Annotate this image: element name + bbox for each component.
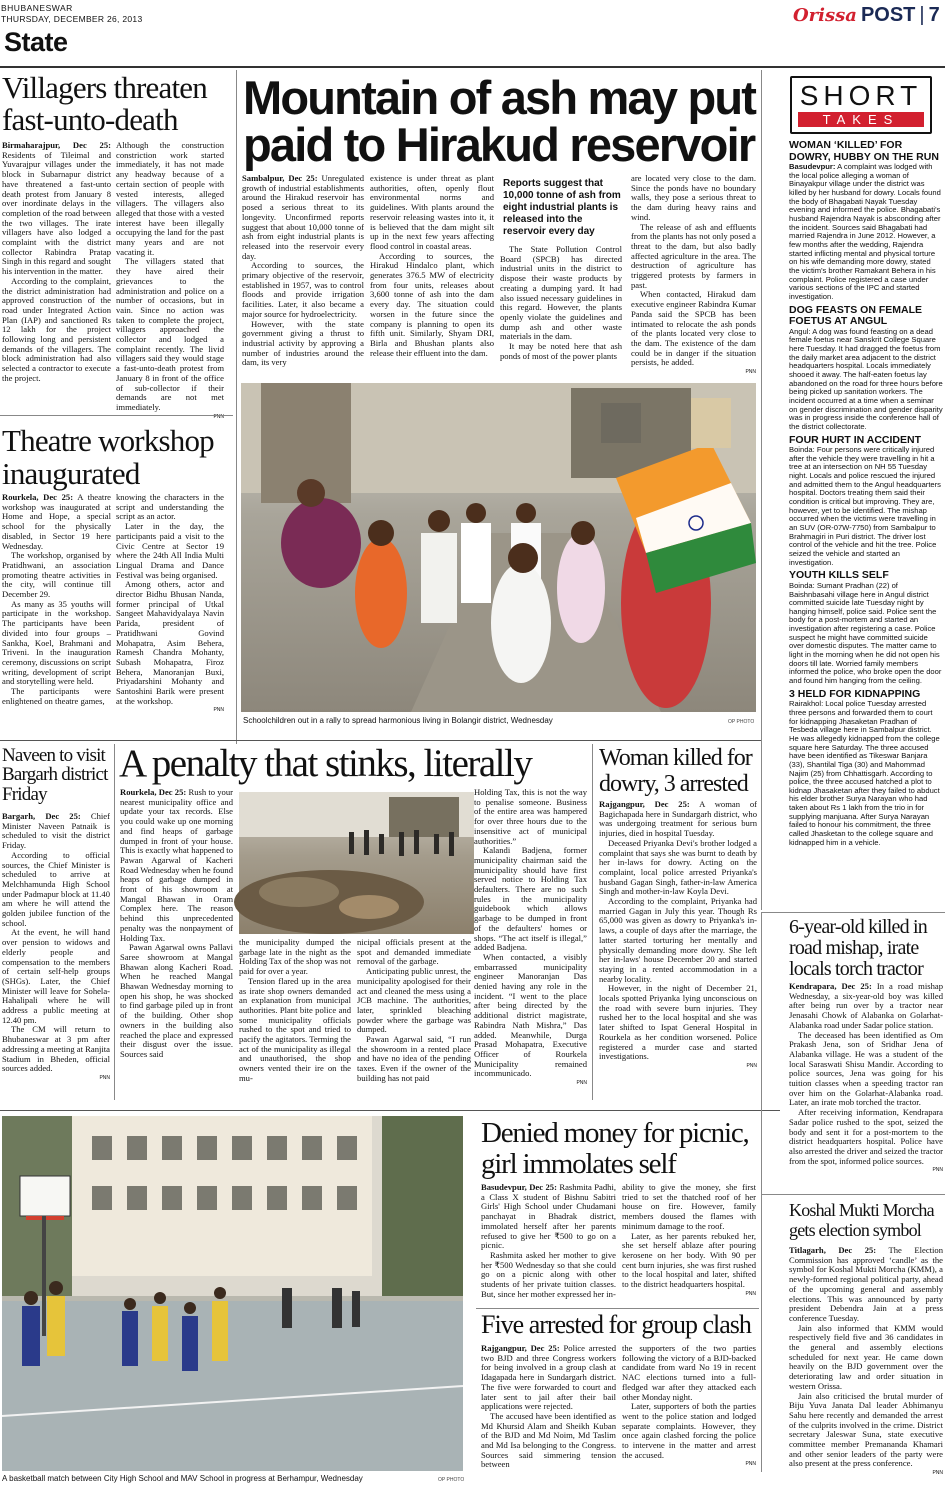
five-col-1	[481, 1344, 616, 1474]
sixyear-para: After receiving information, Kendrapara Sadar police rushed to the spot, seized the body and sent it for a post-mortem to the district headquarters hospital. Police have also arrested the driver and seized the tractor from the spot, informed police sources.	[789, 1107, 943, 1166]
lead-para: The State Pollution Control Board (SPCB) has directed industrial units in the district to dispose their waste products by creating a dumping yard. It had also issued necessary guidelines in this regard. However, the plants openly violate the guidelines and dump ash and other waste materials in the dam.	[500, 244, 622, 342]
five-pnn: PNN	[745, 1461, 756, 1468]
short-take-head: 3 HELD FOR KIDNAPPING	[789, 687, 921, 700]
theatre-headline	[2, 425, 234, 490]
koshal-para: Jain also criticised the brutal murder of Biju Yuva Janata Dal leader Abhimanyu Sahu here recently and demanded the arrest of the culprits involved in the crime. District secretary Jaleswar Suna, state executive committee member Premananda Khamari and other senior leaders of the party were also present at the press conference.	[789, 1390, 943, 1469]
garbage-illustration	[239, 792, 474, 934]
dowry-para: A woman of Bagichapada here in Sundargarh district, who was undergoing treatment for serious burn injuries, died in hospital Tuesday.	[599, 799, 757, 839]
koshal-headline: Koshal Mukti Morcha gets election symbol	[789, 1200, 934, 1240]
lead-dateline: Sambalpur, Dec 25:	[242, 173, 318, 183]
sixyear-para: The deceased has been identified as Om Prakash Jena, son of Sridhar Jena of Alabanka village. He was a student of the local Saraswati Shisu Mandir. According to police sources, Jena was going for his tuition classes when a speeding tractor ran over him on the Golarhat-Alabanka road. Later, an irate mob torched the tractor.	[789, 1029, 943, 1108]
dowry-para: Deceased Priyanka Devi's brother lodged a complaint that says she was burnt to death by her in-laws for dowry. Acting on the complaint, local police arrested Priyanka's husband Gagan Singh, father-in-law America Singh and mother-in-law Koyla Devi.	[599, 837, 757, 897]
lead-para: are located very close to the dam. Since the ponds have no boundary walls, they pose a serious threat to the dam during heavy rains and wind.	[631, 173, 756, 222]
divider	[592, 744, 593, 1100]
penalty-col-2	[239, 938, 351, 1100]
penalty-col-3	[357, 938, 471, 1100]
divider	[762, 1194, 945, 1195]
five-para: The accused have been identified as Md Khursid Alam and Sheikh Kuban of the BJD and Md Noim, Md Taslim and Md Isa belonging to the Congress. Sources said simmering tension between	[481, 1410, 616, 1470]
picnic-pnn: PNN	[745, 1290, 756, 1297]
divider	[0, 415, 233, 416]
koshal-pnn: PNN	[932, 1470, 943, 1477]
villagers-col-1	[2, 141, 111, 409]
short-take-text: Boinda: Four persons were critically injured after the vehicle they were travelling in hit a tree at an intersection on NH 55 Tuesday night. Locals and police rescued the injured and admitted them to the Angul headquarters hospital. Doctors treating them said their condition is critical but improving. They are, however, yet to be identified. The mishap occurred when the victims were travelling in an SUV (OR-07W-7750) from Sambalpur to Brahmagiri in Puri district. The driver lost control of the vehicle and hit the tree. Police seized the vehicle and started an investigation.	[789, 445, 941, 567]
basketball-photo	[2, 1116, 463, 1471]
lead-pnn: PNN	[745, 369, 756, 376]
divider	[761, 70, 762, 910]
garbage-photo	[239, 792, 474, 934]
naveen-para: The CM will return to Bhubaneswar at 3 pm after addressing a meeting at Ranjita Stadium in Bheden, official sources added.	[2, 1024, 110, 1074]
short-take-head: WOMAN ‘KILLED’ FOR DOWRY, HUBBY ON THE RUN	[789, 139, 939, 163]
short-take-head: DOG FEASTS ON FEMALE FOETUS AT ANGUL	[789, 303, 923, 328]
penalty-para: nicipal officials present at the spot and demanded immediate removal of the garbage.	[357, 937, 471, 967]
penalty-para: Rush to your nearest municipality office and update your tax records. Else you could wake up one morning and find heaps of garbage dumped in front of your house. This is exactly what happened to Pawan Agarwal of Kacheri Road Wednesday when he found heaps of garbage dumped in front of his showroom at Mangal Bhawan in Oram Complex here. The reason behind this unprecedented penalty was the nonpayment of Holding Tax.	[120, 787, 233, 943]
picnic-para: Later, as her parents rebuked her, she set herself ablaze after pouring kerosene on her body. With 90 per cent burn injuries, she was first rushed to the local hospital and later, shifted to the district headquarters hospital.	[622, 1230, 756, 1290]
section-title: State	[4, 27, 68, 57]
basketball-illustration	[2, 1116, 463, 1471]
theatre-pnn: PNN	[213, 707, 224, 714]
theatre-headline-line-1: Theatre workshop	[2, 423, 214, 458]
short-takes-title: SHORT	[799, 80, 923, 111]
lead-col-3	[500, 245, 622, 371]
short-take-text: Boinda: Sumant Pradhan (22) of Baishnbasahi village here in Angul district committed suicide late Tuesday night by hanging himself, police said. Police sent the body for a post-mortem and started an investigation after registering a case. Police suspect he might have committed suicide over domestic disputes. The matter came to light in the morning when he did not open his doors till late. Worried family members informed the police, who broke open the door and found him hanging from the ceiling.	[789, 580, 942, 686]
picnic-headline-line-2: girl immolates self	[481, 1148, 676, 1181]
divider	[476, 1308, 759, 1309]
divider	[114, 744, 115, 1100]
lead-para: However, with the state government giving a thrust to industrial activity by approving a number of industries around the dam, its very	[242, 318, 364, 368]
short-take-head: FOUR HURT IN ACCIDENT	[789, 433, 922, 446]
theatre-para: The workshop, organised by Pratidhwani, an association promoting theatre activities in the city, will continue till December 29.	[2, 550, 111, 600]
penalty-col-1	[120, 788, 233, 1100]
lead-col-1	[242, 174, 364, 370]
lead-col-4	[631, 173, 756, 376]
dowry-headline-line-2: dowry, 3 arrested	[599, 770, 748, 797]
lead-col-2	[370, 174, 494, 370]
theatre-para: The participants were enlightened on theatre games,	[2, 686, 111, 706]
dowry-col-1	[599, 800, 757, 1100]
lead-headline-line-1: Mountain of ash may put	[243, 71, 756, 124]
koshal-dateline: Titlagarh, Dec 25:	[789, 1245, 877, 1255]
naveen-dateline: Bargarh, Dec 25:	[2, 811, 81, 821]
five-headline: Five arrested for group clash	[481, 1310, 751, 1339]
penalty-para: Pawan Agarwal owns Pallavi Saree showroom at Mangal Bhawan along Kacheri Road. When he reached Mangal Bhawan Wednesday morning to open his shop, he was shocked to find garbage piled up in front of the building. Other shop owners in the building also reached the place and expressed their disgust over the issue. Sources said	[120, 942, 233, 1059]
dowry-headline	[599, 746, 759, 798]
masthead-divider	[0, 66, 945, 68]
masthead-date: THURSDAY, DECEMBER 26, 2013	[1, 14, 143, 24]
short-takes-subtitle: TAKES	[798, 112, 924, 127]
five-col-2	[622, 1344, 756, 1474]
koshal-col-1	[789, 1245, 944, 1477]
lead-headline-line-2: paid to Hirakud reservoir	[243, 118, 755, 171]
theatre-dateline: Rourkela, Dec 25:	[2, 492, 74, 502]
penalty-col-4	[474, 788, 587, 1100]
sixyear-para: In a road mishap Wednesday, a six-year-old boy was killed after being run over by a tractor near Jenasahi Chowk of Alabanka on Golarhat-Alabanka road under Sadar police station.	[789, 981, 943, 1030]
penalty-para: Kalandi Badjena, former municipality chairman said the municipality should have first served notice to Holding Tax defaulters. There are no such rules in the municipality guidebook which allows garbage to be dumped in front of the defaulters' homes or shops. “The act itself is illegal,” added Badjena.	[474, 845, 587, 953]
divider	[0, 1110, 780, 1111]
penalty-headline: A penalty that stinks, literally	[119, 742, 532, 785]
short-take-text: Basudevpur: A complaint was lodged with the local police alleging a woman of Binayakpur village under the district was killed by her husband for dowry. Locals found the body of Bhagabati Nayak Tuesday evening and informed the police. Bhagabati's husband Rajendra Nayak is absconding after the incident. Sources said Bhagabati had married Rajendra in June 2012. However, a few months after the wedding, Rajendra started inflicting mental and physical torture on his wife demanding more dowry, stated the victim's brother Ramakant Behera in his complaint. Police registered a case under various sections of the IPC and started investigation.	[789, 162, 941, 301]
paper-name-post: POST	[860, 4, 916, 26]
short-take-text: Angul: A dog was found feasting on a dead female foetus near Sanskrit College Square here Tuesday. It had dragged the foetus from the daily market area adjacent to the district headquarters hospital. Locals immediately shooed it away. The half-eaten foetus lay abandoned on the road for three hours before being picked up sanitation workers. The incident occurred at a time when a seminar on gender discrimination and gender disparity was in progress inside the conference hall of the district collectorate.	[789, 326, 943, 431]
picnic-headline	[481, 1118, 777, 1181]
naveen-pnn: PNN	[99, 1074, 110, 1081]
divider	[236, 70, 237, 744]
lead-para: Unregulated growth of industrial establishments around the Hirakud reservoir has posed a serious threat to its longevity. Unconfirmed reports suggest that about 10,000 tonne of ash from eight industrial plants is released into the reservoir every day.	[242, 173, 364, 261]
rally-caption: Schoolchildren out in a rally to spread harmonious living in Bolangir district, Wednesday	[243, 716, 553, 725]
dowry-headline-line-1: Woman killed for	[599, 745, 752, 771]
villagers-para: Although the construction constriction work started immediately, it has not made any headway because of a certain section of people with vested interests, alleged villagers. The villagers also alleged that those with a vested interest have been illegally occupying the land for the past many years and are not vacating it.	[116, 140, 224, 257]
naveen-para: According to official sources, the Chief Minister is scheduled to arrive at Melchhamunda High School under Padmapur block at 11.40 am where he will attend the golden jubilee function of the school.	[2, 849, 110, 928]
picnic-col-2	[622, 1183, 756, 1305]
dowry-pnn: PNN	[746, 1062, 757, 1069]
lead-pullquote: Reports suggest that 10,000 tonne of ash from eight industrial plants is released into the reservoir every day	[503, 178, 621, 237]
theatre-para: Later in the day, the participants paid a visit to the Civic Centre at Sector 19 where the 24th All India Multi Lingual Drama and Dance Festival was being organised.	[116, 521, 224, 580]
divider	[0, 740, 761, 741]
naveen-para: Chief Minister Naveen Patnaik is scheduled to visit the district Friday.	[2, 811, 110, 851]
naveen-col-1	[2, 812, 110, 1098]
page-number: 7	[928, 4, 940, 26]
picnic-dateline: Basudevpur, Dec 25:	[481, 1182, 557, 1192]
basketball-caption: A basketball match between City High School and MAV School in progress at Berhampur, Wednesday	[2, 1474, 363, 1483]
theatre-col-1	[2, 493, 111, 729]
penalty-para: Tension flared up in the area as irate shop owners demanded an explanation from municipal authorities. Plant bite police and some municipality officials rushed to the spot and tried to pacify the agitators. Terming the act of the municipality as illegal and unauthorised, the shop owners vented their ire on the mu-	[239, 975, 351, 1083]
rally-credit: OP PHOTO	[728, 719, 755, 725]
theatre-para: As many as 35 youths will participate in the workshop. The participants have been divided into four groups – Sankha, Koel, Brahmani and Triveni. In the inauguration ceremony, discussions on script writing, development of script and storytelling were held.	[2, 598, 111, 687]
picnic-headline-line-1: Denied money for picnic,	[481, 1117, 749, 1149]
sixyear-headline: 6-year-old killed in road mishap, irate locals torch tractor	[789, 916, 927, 981]
paper-logo	[793, 4, 943, 30]
sixyear-pnn: PNN	[932, 1167, 943, 1174]
basketball-credit: OP PHOTO	[438, 1477, 465, 1483]
penalty-para: Pawan Agarwal said, “I run the showroom in a rented place and have no idea of the pending taxes. Even if the owner of the building has not paid	[357, 1034, 471, 1083]
lead-headline	[243, 71, 783, 171]
lead-para: According to sources, the Hirakud Hindalco plant, which generates 376.5 MW of electricity from four units, releases about 3,600 tonne of ash into the dam every day. The situation could worsen in the future since the company is planning to open its fifth unit. Similarly, Shyam DRI, Birla and Bhushan plants also release their effluent into the dam.	[370, 250, 494, 358]
lead-para: It may be noted here that ash ponds of most of the power plants	[500, 341, 622, 361]
divider	[762, 912, 945, 913]
masthead-city: BHUBANESWAR	[1, 3, 73, 13]
penalty-para: the municipality dumped the garbage late in the night as the Holding Tax of the shop was not paid for over a year.	[239, 937, 351, 977]
short-takes-logo	[790, 76, 932, 134]
picnic-col-1	[481, 1183, 616, 1305]
five-para: the supporters of the two parties following the victory of a BJD-backed candidate from ward No 19 in recent NAC elections turned into a full-fledged war after they attacked each other Monday night.	[622, 1343, 756, 1402]
villagers-para: Residents of Tileimal and Yuvarajpur villages under the block in Subarnapur district have threatened a fast-unto death protest from January 8 over inordinate delays in the completion of the road between the two villages. The irate villagers have also lodged a complaint with the district collector Rabindra Pratap Singh in this regard and sought his intervention in the matter.	[2, 149, 111, 277]
lead-para: The release of ash and effluents from the plants has not only posed a threat to the dam, but also badly affected agriculture in the area. The destruction of agriculture has triggered protests by farmers in past.	[631, 221, 756, 290]
theatre-para: knowing the characters in the script and understanding the script as an actor.	[116, 492, 224, 522]
penalty-para: Holding Tax, this is not the way to penalise someone. Business of the entire area was hampered for over three hours due to the insensitive act of municipal authorities.”	[474, 787, 587, 846]
rally-photo	[241, 383, 756, 712]
rally-illustration	[241, 383, 756, 712]
theatre-para: Among others, actor and director Bidhu Bhusan Nanda, former principal of Utkal Sangeet Mahavidyalaya Navin Parida, president of Pratidhwani Govind Mohapatra, Asim Behera, Ramesh Chandra Mohanty, Subash Mohapatra, Firoz Behera, Manoranjan Buxi, Priyadarshini Mohanty and Santoshini Barik were present at the workshop.	[116, 579, 224, 706]
theatre-col-2	[116, 493, 224, 729]
five-dateline: Rajgangpur, Dec 25:	[481, 1343, 560, 1353]
penalty-para: Anticipating public unrest, the municipality apologised for their act and cleaned the mess using a JCB machine. The authorities, later, sprinkled bleaching powder where the garbage was dumped.	[357, 966, 471, 1035]
villagers-headline: Villagers threaten fast-unto-death	[2, 70, 207, 137]
villagers-col-2	[116, 140, 224, 420]
naveen-para: At the event, he will hand over pension to widows and elderly people and compensation to the members of certain self-help groups (SHGs). Later, the Chief Minister will leave for Sohela-Hahalipali where he will address a public meeting at 12.40 pm.	[2, 927, 110, 1025]
sixyear-col-1	[789, 982, 943, 1190]
villagers-para: The villagers stated that they have aired their grievances to the administration and police on a number of occasions, but in vain. Since no action was taken to complete the project, villagers approached the collector and lodged a complaint recently. The livid villagers said they would stage a fast-unto-death protest from January 8 in front of the office of sub-collector if their demands are not met immediately.	[116, 256, 224, 412]
picnic-para: Rashmita Padhi, a Class X student of Bishnu Sabitri Girls' High School under Chudamani panchayat in Bhadrak district, immolated herself after her parents refused to give her ₹500 to go on a picnic.	[481, 1182, 616, 1251]
naveen-headline: Naveen to visit Bargarh district Friday	[2, 745, 108, 805]
koshal-para: The Election Commission has approved ‘candle’ as the symbol for Koshal Mukti Morcha (KMM), a newly-formed regional political party, ahead of the upcoming general and assembly elections. This was announced by party president Debendra Jain at a press conference Tuesday.	[789, 1245, 944, 1323]
theatre-para: A theatre workshop was inaugurated at Home and Hope, a special school for the physically disabled, in Sector 19 here Wednesday.	[2, 492, 111, 551]
five-para: Police arrested two BJD and three Congress workers for being involved in a group clash at Idagapada here in Sundargarh district. The five were forwarded to court and later sent to jail after their bail applications were rejected.	[481, 1343, 616, 1412]
picnic-para: Rashmita asked her mother to give her ₹500 Wednesday so that she could go on a picnic along with other students of her private tuition classes. But, since her mother expressed her in-	[481, 1249, 616, 1299]
lead-para: When contacted, Hirakud dam executive engineer Rabindra Kumar Panda said the SPCB has been intimated to relocate the ash ponds of the plants located very close to the dam. The existence of the dam could be in danger if the situation persists, he added.	[631, 289, 756, 368]
villagers-dateline: Birmaharajpur, Dec 25:	[2, 140, 111, 150]
penalty-pnn: PNN	[576, 1080, 587, 1087]
dowry-para: However, in the night of December 21, locals spotted Priyanka lying unconscious on the road with severe burn injuries. They rushed her to the local hospital and she was later shifted to Ispat General Hospital in Rourkela as her condition worsened. Police registered a murder case and started investigations.	[599, 983, 757, 1062]
penalty-para: When contacted, a visibly embarrassed municipality engineer Manoranjan Das denied having any role in the incident. “I went to the place after being directed by the additional district magistrate, Rabindra Nath Mishra,” Das added. Meanwhile, Durga Prasad Mohapatra, Executive Officer of Rourkela Municipality remained incommunicado.	[474, 951, 587, 1079]
penalty-dateline: Rourkela, Dec 25:	[120, 787, 187, 797]
short-takes-body	[789, 137, 943, 905]
dowry-para: According to the complaint, Priyanka had married Gagan in July this year. Though Rs 65,000 was given as dowry to Priyanka's in-laws, a couple of days after the marriage, the latter started torturing her mentally and physically demanding more dowry. She left her in-laws' house December 20 and started staying in a rented accommodation in a nearby locality.	[599, 896, 757, 984]
divider	[761, 912, 762, 1472]
paper-name: Orissa	[793, 5, 857, 26]
five-para: Later, supporters of both the parties went to the police station and lodged separate complaints. However, they once again clashed forcing the police to intervene in the matter and arrest the accused.	[622, 1401, 756, 1460]
theatre-headline-line-2: inaugurated	[2, 455, 140, 491]
short-take-text: Rairakhol: Local police Tuesday arrested three persons and forwarded them to court for kidnapping Jhasaketan Pradhan of Tesbeda village here in Sambalpur district. He was allegedly kidnapped from the college square here Saturday. The three accused have been identified as Tikeswar Banjara (33), Shantilal Tiga (30) and Mahommad Najim (25) from Chhattisgarh. According to police, the three accused hatched a plot to kidnap Jhasaketan after they failed to abduct his elder brother Surya Narayan who had taken about Rs 1 lakh from the trio in for supplying manjuana. After Surya Narayan failed to honour his commitment, the three called Jhasketan to the college square and kidnapped him in a vehicle.	[789, 699, 940, 847]
lead-para: According to sources, the primary objective of the reservoir, established in 1957, was to control floods and provide irrigation facilities. Later, it also became a major source for hydroelectricity.	[242, 260, 364, 319]
dowry-dateline: Rajgangpur, Dec 25:	[599, 799, 690, 809]
villagers-pnn: PNN	[213, 413, 224, 420]
koshal-para: Jain also informed that KMM would respectively field five and 36 candidates in the general and assembly elections scheduled for next year. He came down heavily on the BJD government over the deteriorating law and order situation in western Orissa.	[789, 1322, 943, 1391]
picnic-para: ability to give the money, she first tried to set the thatched roof of her house on fire. However, family members doused the flames with minimum damage to the roof.	[622, 1182, 756, 1231]
villagers-para: According to the complaint, the district administration had approved construction of the road under Integrated Action Plan (IAP) and sanctioned Rs 12 lakh for the project following long and persistent demands of the villagers. The block administration had also selected a contractor to execute the project.	[2, 275, 111, 383]
paper-separator: |	[919, 4, 925, 26]
lead-para: existence is under threat as plant authorities, often, openly flout environmental norms and guidelines. With plants around the reservoir releasing wastes into it, it is believed that the dam might silt up in the next few years affecting flood control in coastal areas.	[370, 173, 494, 251]
short-take-head: YOUTH KILLS SELF	[789, 569, 889, 582]
sixyear-dateline: Kendrapara, Dec 25:	[789, 981, 872, 991]
